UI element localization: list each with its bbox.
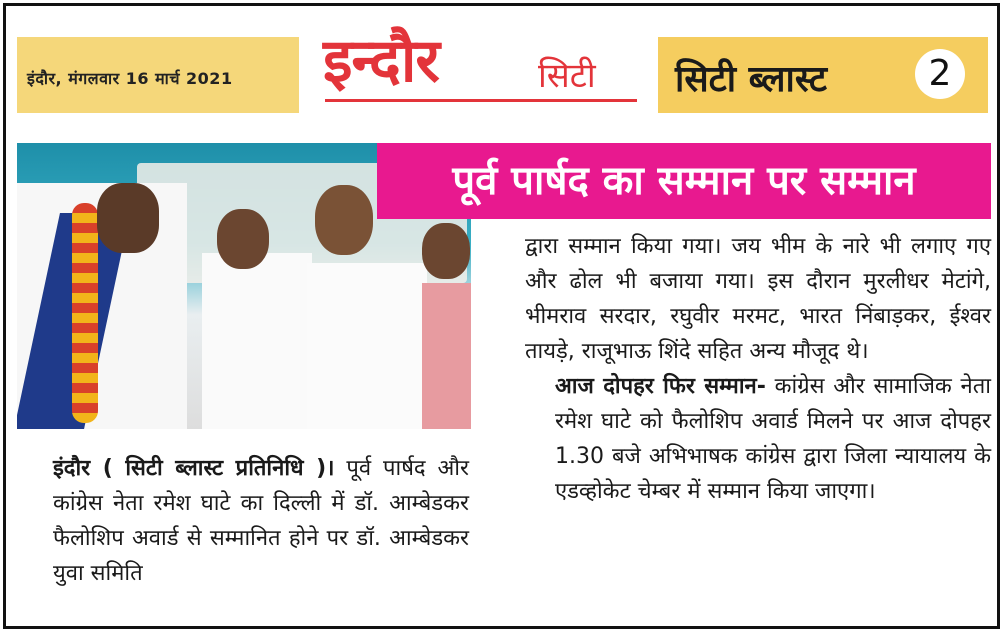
photo-person-head xyxy=(422,223,470,279)
photo-garland xyxy=(72,203,98,423)
article-subhead: आज दोपहर फिर सम्मान- xyxy=(555,374,766,399)
article-paragraph: द्वारा सम्मान किया गया। जय भीम के नारे भी लगाए गए और ढोल भी बजाया गया। इस दौरान मुरलीधर मेटांगे, भीमराव सरदार, रघुवीर मरमट, भारत निंबाड़कर, ईश्वर तायड़े, राजूभाऊ शिंदे सहित अन्य मौजूद थे। xyxy=(525,234,991,364)
photo-person xyxy=(202,253,312,429)
article-paragraph xyxy=(525,369,991,509)
brand-logo-sub: सिटी xyxy=(538,56,596,96)
photo-person-head xyxy=(315,185,373,255)
article-column-right xyxy=(525,229,991,509)
brand-logo: इन्दौर xyxy=(323,26,439,96)
photo-person-head xyxy=(217,209,269,269)
brand-underline xyxy=(325,99,637,102)
newspaper-page xyxy=(3,3,1000,629)
issue-date: इंदौर, मंगलवार 16 मार्च 2021 xyxy=(27,69,233,88)
article-column-left xyxy=(23,451,469,591)
photo-person-head xyxy=(97,183,159,253)
article-paragraph xyxy=(23,451,469,591)
article-dateline: इंदौर ( सिटी ब्लास्ट प्रतिनिधि )। xyxy=(53,456,335,481)
page-number: 2 xyxy=(915,49,965,99)
article-text: पूर्व पार्षद और कांग्रेस नेता रमेश घाटे का दिल्ली में डॉ. आम्बेडकर फैलोशिप अवार्ड से सम्मानित होने पर डॉ. आम्बेडकर युवा समिति xyxy=(53,456,469,586)
photo-person xyxy=(422,283,471,429)
article-headline: पूर्व पार्षद का सम्मान पर सम्मान xyxy=(377,143,991,219)
section-title: सिटी ब्लास्ट xyxy=(675,59,828,100)
article-text: कांग्रेस और सामाजिक नेता रमेश घाटे को फैलोशिप अवार्ड मिलने पर आज दोपहर 1.30 बजे अभिभाषक कांग्रेस द्वारा जिला न्यायालय के एडव्होकेट चेम्बर में सम्मान किया जाएगा। xyxy=(555,374,991,504)
photo-person xyxy=(307,263,427,429)
